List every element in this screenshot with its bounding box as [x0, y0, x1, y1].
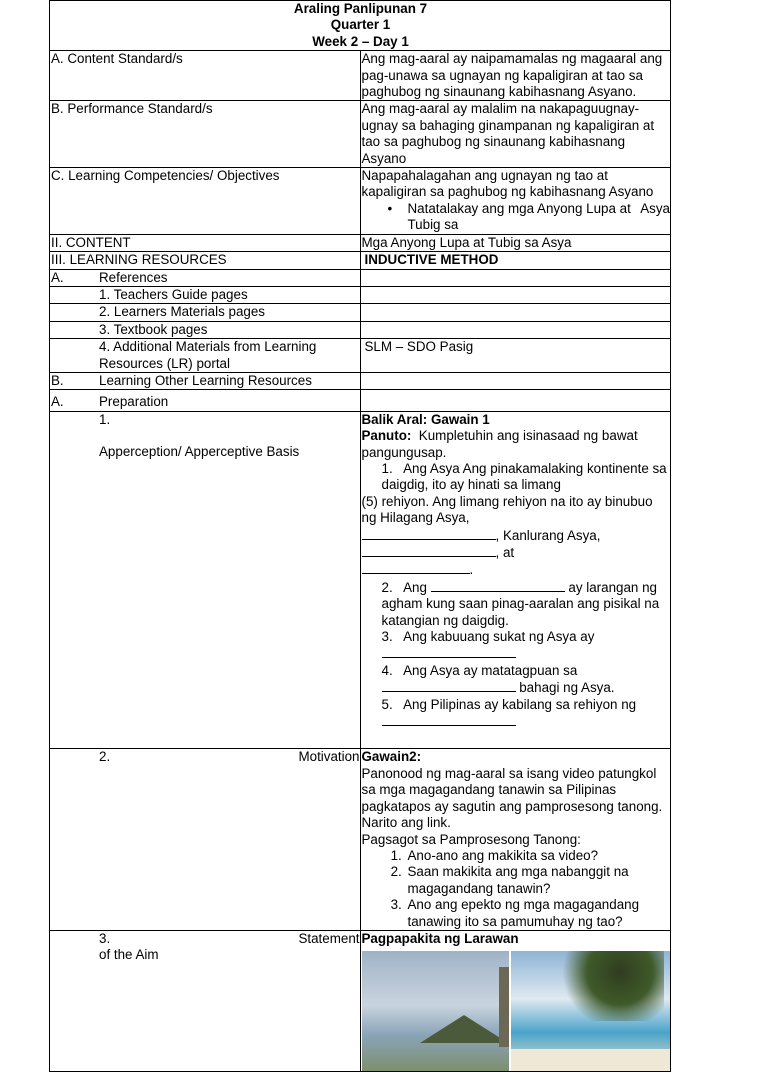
- additional-materials-value: SLM – SDO Pasig: [360, 339, 671, 373]
- references-letter: A.: [51, 269, 64, 285]
- content-standard-label: A. Content Standard/s: [50, 51, 361, 101]
- content-row: [50, 234, 671, 251]
- preparation-label: Preparation: [99, 394, 169, 410]
- textbook-pages-value: [360, 321, 671, 338]
- preparation-label-cell: [50, 390, 361, 411]
- questions-intro: Pagsagot sa Pamprosesong Tanong:: [361, 831, 581, 847]
- statement-aim-label-cell: [50, 930, 361, 1071]
- statement-aim-cell: [360, 930, 671, 1071]
- learners-materials-value: [360, 304, 671, 321]
- review-item-5: 5. Ang Pilipinas ay kabilang sa rehiyon ng: [362, 697, 671, 731]
- learning-competencies-text: Napapahalagahan ang ugnayan ng tao at kapaligiran sa paghubog ng kabihasnang Asyano: [361, 168, 654, 200]
- motivation-cell: [360, 749, 671, 930]
- objective-text: [408, 201, 671, 234]
- additional-materials-label: 4. Additional Materials from Learning Resources (LR) portal: [50, 339, 361, 373]
- preparation-value: [360, 390, 671, 411]
- motivation-label: Motivation: [298, 749, 360, 765]
- textbook-pages-label: 3. Textbook pages: [50, 321, 361, 338]
- review-item-4: 4. Ang Asya ay matatagpuan sa bahagi ng Asya.: [381, 662, 615, 696]
- review-item-1c-text: , Kanlurang Asya,: [495, 527, 601, 543]
- statement-aim-number: 3.: [99, 930, 111, 946]
- header-row: [50, 1, 671, 51]
- lesson-plan-table: [49, 0, 671, 1072]
- learning-resources-row: [50, 252, 671, 269]
- review-item-4a: Ang Asya ay matatagpuan sa: [403, 662, 578, 678]
- statement-aim-label-b: of the Aim: [99, 947, 159, 963]
- review-item-1: 1. Ang Asya Ang pinakamalaking kontinente sa daigdig, ito ay hinati sa limang: [381, 460, 667, 493]
- review-item-3-text: Ang kabuuang sukat ng Asya ay: [403, 629, 595, 645]
- motivation-number: 2.: [99, 749, 111, 765]
- apperception-label: Apperception/ Apperceptive Basis: [99, 444, 300, 460]
- performance-standard-label: B. Performance Standard/s: [50, 101, 361, 168]
- answer-blank[interactable]: [362, 544, 496, 557]
- review-item-1c-end: , at: [495, 545, 515, 560]
- teachers-guide-value: [360, 286, 671, 303]
- review-item-1b: (5) rehiyon. Ang limang rehiyon na ito ay binubuo ng Hilagang Asya,: [361, 493, 653, 526]
- apperception-cell: [360, 411, 671, 749]
- review-item-1a: Ang Asya Ang pinakamalaking kontinente sa daigdig, ito ay hinati sa limang: [381, 460, 667, 493]
- volcano-shape: [420, 1015, 508, 1043]
- motivation-row: [50, 749, 671, 930]
- landscape-photo-church: [362, 951, 509, 1071]
- balik-aral-title: Balik Aral: Gawain 1: [361, 411, 490, 427]
- objective-left: • Natatalakay ang mga Anyong Lupa at Tubig sa: [407, 200, 631, 233]
- objectives-list: [362, 201, 671, 234]
- reference-row: [50, 286, 671, 303]
- reference-row: [50, 339, 671, 373]
- teachers-guide-label: 1. Teachers Guide pages: [50, 286, 361, 303]
- review-item-5-text: Ang Pilipinas ay kabilang sa rehiyon ng: [403, 696, 637, 712]
- answer-blank[interactable]: [382, 713, 516, 726]
- review-item-4b: bahagi ng Asya.: [519, 680, 615, 696]
- review-item-3: 3. Ang kabuuang sukat ng Asya ay: [362, 629, 671, 663]
- question-item: 3. Ano ang epekto ng mga magagandang tanawing ito sa pamumuhay ng tao?: [406, 897, 671, 930]
- answer-blank[interactable]: [382, 679, 516, 692]
- answer-blank[interactable]: [382, 645, 516, 658]
- review-item-1d-end: .: [469, 562, 474, 578]
- processing-questions: [362, 848, 671, 930]
- landscape-photo-beach: [511, 951, 670, 1071]
- other-resources-value: [360, 372, 671, 389]
- reference-row: [50, 321, 671, 338]
- quarter-title: Quarter 1: [330, 17, 391, 33]
- performance-standard-text: Ang mag-aaral ay malalim na nakapaguugnay-ugnay sa bahaging ginampanan ng kapaligiran at tao sa paghubog ng sinaunang kabihasnang Asyano: [360, 101, 671, 168]
- bell-tower-shape: [499, 967, 509, 1047]
- review-item-1c: [362, 527, 671, 562]
- apperception-number: 1.: [99, 411, 111, 427]
- learning-competencies-cell: [360, 168, 671, 235]
- lesson-plan-page: [49, 0, 671, 1072]
- learning-resources-label: III. LEARNING RESOURCES: [50, 252, 361, 269]
- instruction: [362, 428, 671, 461]
- review-item-2: 2. Ang ay larangan ng agham kung saan pinag-aaralan ang pisikal na katangian ng daigdig.: [381, 579, 660, 628]
- shore-shape: [511, 1049, 670, 1071]
- other-resources-letter: B.: [51, 372, 64, 388]
- motivation-label-cell: [50, 749, 361, 930]
- apperception-row: [50, 411, 671, 749]
- motivation-label-line: [99, 749, 360, 765]
- references-label-cell: [50, 269, 361, 286]
- other-resources-row: [50, 372, 671, 389]
- performance-standard-row: [50, 101, 671, 168]
- statement-aim-row: [50, 930, 671, 1071]
- statement-aim-line: [99, 931, 360, 947]
- statement-aim-label-a: Statement: [298, 930, 360, 946]
- preparation-letter: A.: [51, 394, 64, 410]
- video-link[interactable]: Narito ang link.: [361, 815, 451, 831]
- content-text: Mga Anyong Lupa at Tubig sa Asya: [360, 234, 671, 251]
- other-resources-label-cell: [50, 372, 361, 389]
- instruction-label: Panuto:: [361, 428, 412, 444]
- references-label: References: [99, 269, 168, 285]
- objective-item: [388, 201, 671, 234]
- learners-materials-label: 2. Learners Materials pages: [50, 304, 361, 321]
- larawan-title: Pagpapakita ng Larawan: [361, 930, 519, 946]
- learning-competencies-label: C. Learning Competencies/ Objectives: [50, 168, 361, 235]
- answer-blank[interactable]: [362, 561, 470, 574]
- subject-title: Araling Panlipunan 7: [293, 1, 428, 16]
- references-value: [360, 269, 671, 286]
- tree-shape: [554, 951, 664, 1021]
- instruction-text: Kumpletuhin ang isinasaad ng bawat pangungusap.: [361, 428, 638, 460]
- review-item-1d: [362, 561, 671, 578]
- week-day-title: Week 2 – Day 1: [312, 33, 409, 49]
- answer-blank[interactable]: [431, 579, 565, 592]
- references-row: [50, 269, 671, 286]
- apperception-label-cell: [50, 411, 361, 749]
- learning-competencies-row: [50, 168, 671, 235]
- objective-right: Asya: [640, 200, 670, 216]
- motivation-text: Panonood ng mag-aaral sa isang video patungkol sa mga magagandang tanawin sa Pilipinas pagkatapos ay sagutin ang pamprosesong tanong.: [361, 765, 663, 814]
- preparation-row: [50, 390, 671, 411]
- content-standard-text: Ang mag-aaral ay naipamamalas ng magaaral ang pag-unawa sa ugnayan ng kapaligiran at tao sa paghubog ng sinaunang kabihasnang Asyano.: [360, 51, 671, 101]
- answer-blank[interactable]: [362, 527, 496, 540]
- question-item: 2. Saan makikita ang mga nabanggit na magagandang tanawin?: [406, 864, 671, 897]
- picture-strip: [362, 951, 671, 1071]
- gawain2-title: Gawain2:: [361, 749, 422, 765]
- content-standard-row: [50, 51, 671, 101]
- review-item-2a: Ang: [403, 579, 427, 595]
- review-item-2b: ay larangan ng agham kung saan pinag-aaralan ang pisikal na katangian ng daigdig.: [381, 579, 660, 628]
- header-cell: [50, 1, 671, 51]
- method-title: INDUCTIVE METHOD: [360, 252, 671, 269]
- reference-row: [50, 304, 671, 321]
- other-resources-label: Learning Other Learning Resources: [99, 372, 312, 388]
- question-item: 1. Ano-ano ang makikita sa video?: [406, 848, 671, 864]
- content-label: II. CONTENT: [50, 234, 361, 251]
